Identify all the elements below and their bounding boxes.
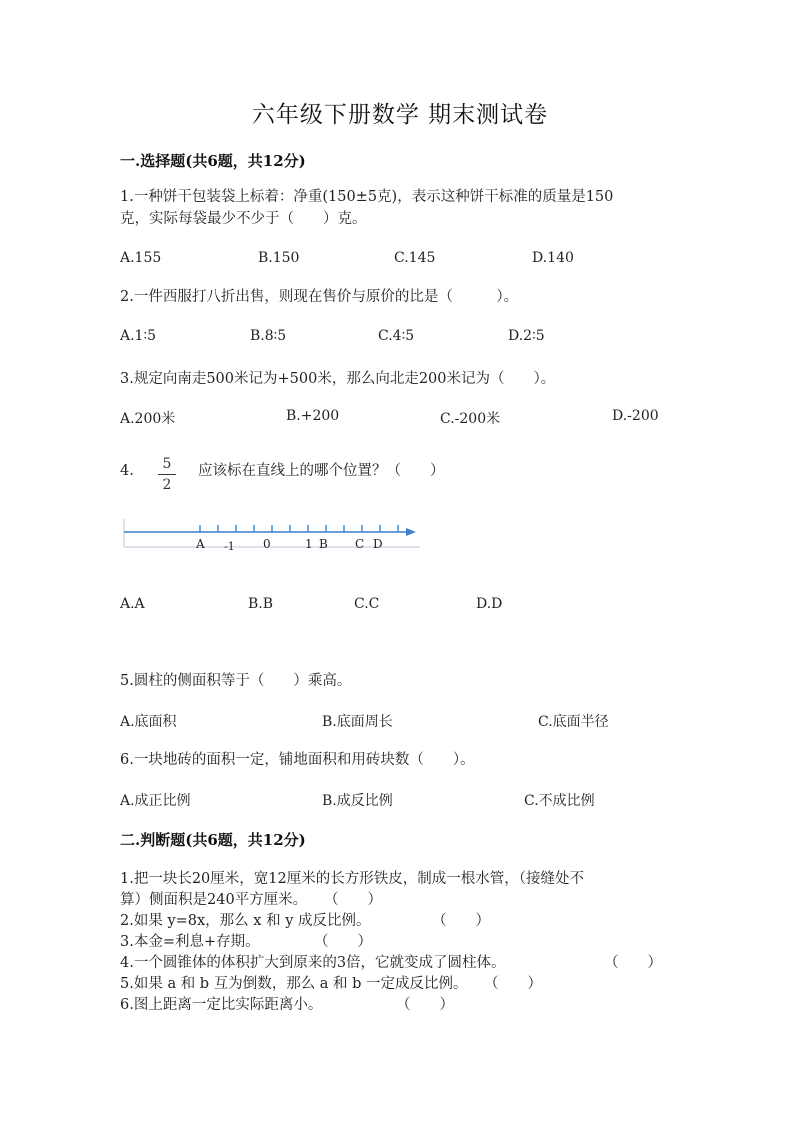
number-line-label-d: D [373, 537, 383, 551]
q2-option-b: B.8∶5 [250, 328, 287, 344]
question-6-line-1: 6.一块地砖的面积一定，铺地面积和用砖块数（ ）。 [120, 752, 475, 768]
tf-item-3: 3.本金=利息+存期。 [120, 934, 260, 950]
fraction-numerator: 5 [162, 456, 172, 472]
page-title: 六年级下册数学 期末测试卷 [251, 102, 549, 128]
tf-item-5: 5.如果 a 和 b 互为倒数，那么 a 和 b 一定成反比例。 [120, 976, 468, 992]
number-line-label-c: C [355, 537, 365, 551]
question-4-number: 4. [120, 463, 134, 479]
tf-item-4-blank: （ ） [604, 955, 662, 971]
q2-option-a: A.1∶5 [120, 328, 157, 344]
q5-option-a: A.底面积 [120, 714, 177, 730]
q3-option-c: C.-200米 [440, 411, 501, 427]
fraction-five-halves [156, 456, 178, 493]
tf-item-4: 4.一个圆锥体的体积扩大到原来的3倍，它就变成了圆柱体。 [120, 955, 506, 971]
question-2-line-1: 2.一件西服打八折出售，则现在售价与原价的比是（ ）。 [120, 289, 519, 305]
q4-option-b: B.B [248, 596, 274, 612]
q1-option-a: A.155 [120, 250, 162, 266]
tf-item-1-line-2: 算）侧面积是240平方厘米。 [120, 892, 308, 908]
tf-item-2-blank: （ ） [432, 913, 490, 929]
number-line-label-zero: 0 [263, 537, 271, 551]
q6-option-a: A.成正比例 [120, 793, 191, 809]
number-line-ticks [200, 525, 398, 532]
q4-option-a: A.A [120, 596, 145, 612]
fraction-denominator: 2 [162, 477, 172, 493]
tf-item-5-blank: （ ） [484, 976, 542, 992]
q3-option-a: A.200米 [120, 411, 176, 427]
question-1-line-1: 1.一种饼干包装袋上标着：净重(150±5克)，表示这种饼干标准的质量是150 [120, 189, 614, 205]
q1-option-b: B.150 [258, 250, 300, 266]
tf-item-1-blank: （ ） [324, 892, 382, 908]
q1-option-d: D.140 [532, 250, 574, 266]
tf-item-3-blank: （ ） [314, 934, 372, 950]
q5-option-c: C.底面半径 [538, 714, 609, 730]
tf-item-6-blank: （ ） [396, 997, 454, 1013]
number-line-label-b: B [319, 537, 328, 551]
question-5-line-1: 5.圆柱的侧面积等于（ ）乘高。 [120, 673, 352, 689]
tf-item-2: 2.如果 y=8x，那么 x 和 y 成反比例。 [120, 913, 371, 929]
q4-option-c: C.C [354, 596, 380, 612]
question-3-line-1: 3.规定向南走500米记为+500米，那么向北走200米记为（ ）。 [120, 371, 556, 387]
q3-option-d: D.-200 [612, 408, 659, 424]
q2-option-d: D.2∶5 [508, 328, 545, 344]
number-line-label-minus-one: -1 [224, 540, 235, 553]
question-4-line-1: 应该标在直线上的哪个位置？（ ） [198, 463, 445, 479]
number-line-arrow [406, 528, 416, 536]
tf-item-6: 6.图上距离一定比实际距离小。 [120, 997, 323, 1013]
q3-option-b: B.+200 [286, 408, 340, 424]
question-1-line-2: 克，实际每袋最少不少于（ ）克。 [120, 211, 367, 227]
q6-option-c: C.不成比例 [524, 793, 595, 809]
tf-item-1-line-1: 1.把一块长20厘米，宽12厘米的长方形铁皮，制成一根水管，（接缝处不 [120, 871, 584, 887]
number-line-label-a: A [196, 537, 205, 551]
q1-option-c: C.145 [394, 250, 436, 266]
q2-option-c: C.4∶5 [378, 328, 415, 344]
q4-option-d: D.D [476, 596, 503, 612]
section-heading-true-false: 二.判断题(共6题，共12分) [120, 831, 306, 849]
fraction-bar [158, 474, 176, 475]
q6-option-b: B.成反比例 [322, 793, 393, 809]
number-line [120, 515, 425, 557]
number-line-label-one: 1 [305, 537, 313, 551]
section-heading-choice: 一.选择题(共6题，共12分) [120, 152, 306, 170]
q5-option-b: B.底面周长 [322, 714, 393, 730]
